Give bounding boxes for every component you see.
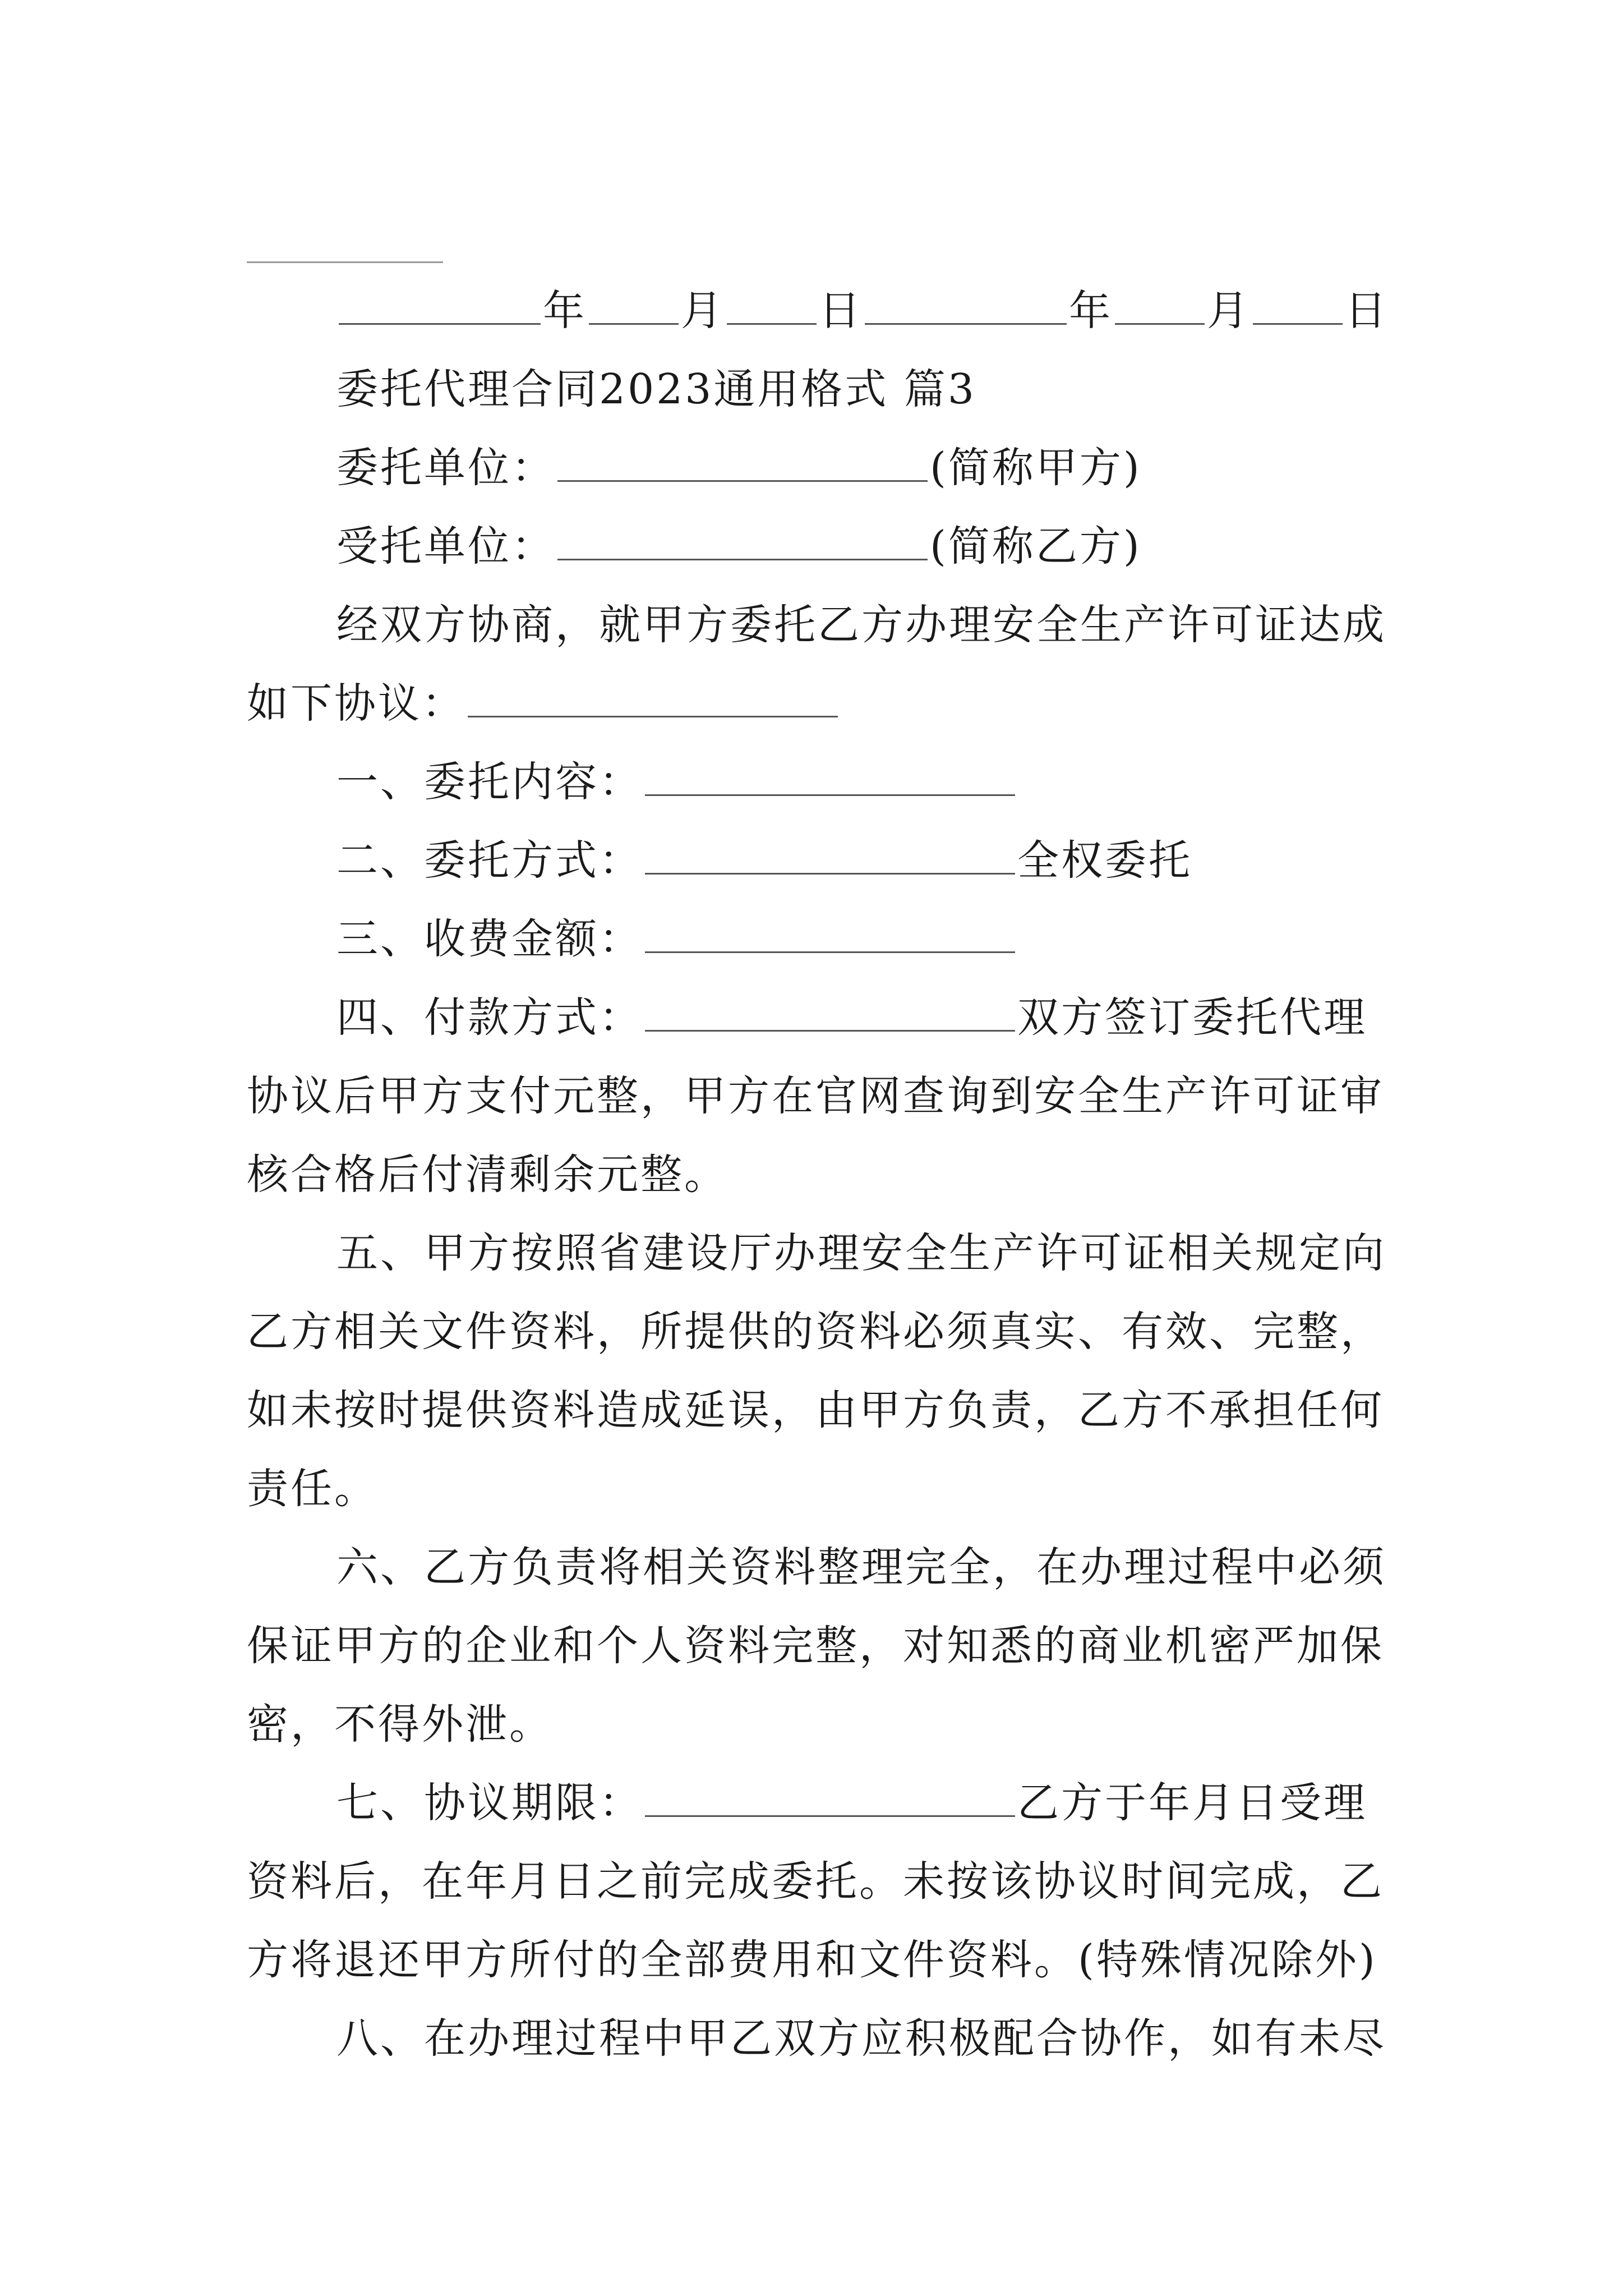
item-6-line-3: 密，不得外泄。 bbox=[247, 1700, 553, 1749]
agent-blank[interactable] bbox=[557, 519, 928, 560]
item-2-suffix: 全权委托 bbox=[1017, 836, 1192, 885]
item-4-label: 四、付款方式： bbox=[336, 993, 643, 1042]
item-8-line-1: 八、在办理过程中甲乙双方应积极配合协作，如有未尽 bbox=[336, 2014, 1386, 2063]
signature-rule bbox=[247, 261, 443, 263]
intro-line-2 bbox=[247, 677, 1391, 730]
month-label-1: 月 bbox=[681, 287, 725, 335]
item-5-line-3: 如未按时提供资料造成延误，由甲方负责，乙方不承担任何 bbox=[247, 1386, 1384, 1434]
item-7-label: 七、协议期限： bbox=[336, 1779, 643, 1827]
date-line bbox=[336, 284, 1391, 338]
intro-line-1: 经双方协商，就甲方委托乙方办理安全生产许可证达成 bbox=[336, 601, 1386, 649]
year-blank-1[interactable] bbox=[339, 284, 541, 325]
item-4-blank[interactable] bbox=[645, 991, 1015, 1032]
item-3 bbox=[336, 912, 1391, 966]
item-5-line-2: 乙方相关文件资料，所提供的资料必须真实、有效、完整， bbox=[247, 1308, 1384, 1356]
client-suffix: (简称甲方) bbox=[930, 444, 1142, 492]
month-blank-1[interactable] bbox=[589, 284, 679, 325]
agent-suffix: (简称乙方) bbox=[930, 522, 1142, 570]
agent-label: 受托单位： bbox=[336, 522, 555, 570]
client-label: 委托单位： bbox=[336, 444, 555, 492]
item-7-suffix: 乙方于年月日受理 bbox=[1017, 1779, 1367, 1827]
item-6-line-2: 保证甲方的企业和个人资料完整，对知悉的商业机密严加保 bbox=[247, 1622, 1384, 1670]
item-1-label: 一、委托内容： bbox=[336, 758, 643, 806]
client-line bbox=[336, 441, 1391, 495]
item-4-line-3: 核合格后付清剩余元整。 bbox=[247, 1151, 728, 1199]
item-5-line-1: 五、甲方按照省建设厅办理安全生产许可证相关规定向 bbox=[336, 1229, 1386, 1277]
day-label-1: 日 bbox=[819, 287, 863, 335]
intro-blank[interactable] bbox=[468, 677, 838, 717]
agent-line bbox=[336, 519, 1391, 573]
item-7-line-3: 方将退还甲方所付的全部费用和文件资料。(特殊情况除外) bbox=[247, 1936, 1377, 1984]
item-5-line-4: 责任。 bbox=[247, 1465, 378, 1513]
item-3-blank[interactable] bbox=[645, 912, 1015, 953]
item-2 bbox=[336, 834, 1391, 887]
item-6-line-1: 六、乙方负责将相关资料整理完全，在办理过程中必须 bbox=[336, 1543, 1386, 1591]
day-blank-1[interactable] bbox=[727, 284, 817, 325]
item-4-line-2: 协议后甲方支付元整，甲方在官网查询到安全生产许可证审 bbox=[247, 1072, 1384, 1120]
item-7-line-1 bbox=[336, 1776, 1391, 1830]
year-label-2: 年 bbox=[1069, 287, 1113, 335]
month-label-2: 月 bbox=[1207, 287, 1251, 335]
year-blank-2[interactable] bbox=[865, 284, 1067, 325]
item-3-label: 三、收费金额： bbox=[336, 915, 643, 963]
section-heading: 委托代理合同2023通用格式 篇3 bbox=[336, 365, 976, 413]
item-7-blank[interactable] bbox=[645, 1776, 1015, 1817]
item-2-blank[interactable] bbox=[645, 834, 1015, 875]
item-1-blank[interactable] bbox=[645, 755, 1015, 796]
item-7-line-2: 资料后，在年月日之前完成委托。未按该协议时间完成，乙 bbox=[247, 1857, 1384, 1906]
day-label-2: 日 bbox=[1345, 287, 1389, 335]
month-blank-2[interactable] bbox=[1115, 284, 1205, 325]
intro-label: 如下协议： bbox=[247, 679, 465, 728]
item-4-suffix: 双方签订委托代理 bbox=[1017, 993, 1367, 1042]
year-label-1: 年 bbox=[543, 287, 587, 335]
client-blank[interactable] bbox=[557, 441, 928, 482]
day-blank-2[interactable] bbox=[1253, 284, 1343, 325]
item-4-line-1 bbox=[336, 991, 1391, 1045]
item-2-label: 二、委托方式： bbox=[336, 836, 643, 885]
item-1 bbox=[336, 755, 1391, 809]
